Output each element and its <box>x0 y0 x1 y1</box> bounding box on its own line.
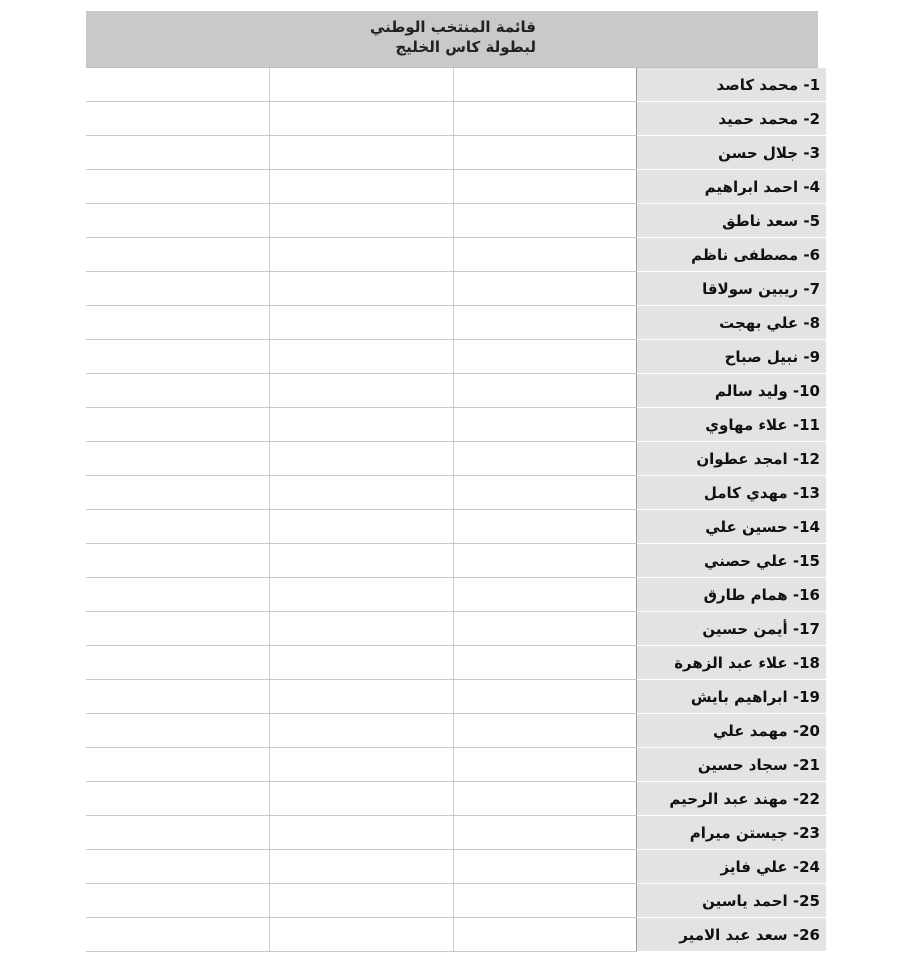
empty-cell[interactable] <box>86 646 270 680</box>
table-row <box>86 578 826 612</box>
empty-cell[interactable] <box>454 884 637 918</box>
empty-cell[interactable] <box>270 340 454 374</box>
empty-cell[interactable] <box>454 442 637 476</box>
player-name-cell[interactable]: 5- سعد ناطق <box>637 204 827 238</box>
empty-cell[interactable] <box>454 306 637 340</box>
empty-cell[interactable] <box>454 782 637 816</box>
player-name-cell[interactable]: 3- جلال حسن <box>637 136 827 170</box>
table-row <box>86 918 826 952</box>
empty-cell[interactable] <box>86 544 270 578</box>
empty-cell[interactable] <box>270 408 454 442</box>
empty-cell[interactable] <box>454 714 637 748</box>
player-name-cell[interactable]: 15- علي حصني <box>637 544 827 578</box>
empty-cell[interactable] <box>270 782 454 816</box>
table-row <box>86 850 826 884</box>
table-row <box>86 238 826 272</box>
empty-cell[interactable] <box>270 476 454 510</box>
empty-cell[interactable] <box>270 544 454 578</box>
empty-cell[interactable] <box>270 748 454 782</box>
table-row <box>86 544 826 578</box>
empty-cell[interactable] <box>454 68 637 102</box>
player-table <box>86 68 826 952</box>
player-name-cell[interactable]: 6- مصطفى ناظم <box>637 238 827 272</box>
empty-cell[interactable] <box>86 442 270 476</box>
empty-cell[interactable] <box>454 612 637 646</box>
empty-cell[interactable] <box>86 204 270 238</box>
player-name-cell[interactable]: 11- علاء مهاوي <box>637 408 827 442</box>
title-line-1: قائمة المنتخب الوطني <box>369 18 536 36</box>
title-line-2: لبطولة كاس الخليج <box>395 38 536 56</box>
empty-cell[interactable] <box>86 612 270 646</box>
empty-cell[interactable] <box>86 918 270 952</box>
empty-cell[interactable] <box>454 340 637 374</box>
player-name-cell[interactable]: 4- احمد ابراهيم <box>637 170 827 204</box>
empty-cell[interactable] <box>454 816 637 850</box>
table-row <box>86 136 826 170</box>
empty-cell[interactable] <box>86 850 270 884</box>
table-row <box>86 68 826 102</box>
player-name-cell[interactable]: 26- سعد عبد الامير <box>637 918 827 952</box>
empty-cell[interactable] <box>86 408 270 442</box>
empty-cell[interactable] <box>86 68 270 102</box>
table-row <box>86 510 826 544</box>
empty-cell[interactable] <box>454 850 637 884</box>
table-row <box>86 714 826 748</box>
empty-cell[interactable] <box>270 680 454 714</box>
player-name-cell[interactable]: 21- سجاد حسين <box>637 748 827 782</box>
empty-cell[interactable] <box>270 306 454 340</box>
table-row <box>86 272 826 306</box>
player-name-cell[interactable]: 1- محمد كاصد <box>637 68 827 102</box>
empty-cell[interactable] <box>86 476 270 510</box>
player-name-cell[interactable]: 14- حسين علي <box>637 510 827 544</box>
table-row <box>86 476 826 510</box>
empty-cell[interactable] <box>454 646 637 680</box>
player-name-cell[interactable]: 17- أيمن حسين <box>637 612 827 646</box>
player-name-cell[interactable]: 19- ابراهيم بايش <box>637 680 827 714</box>
empty-cell[interactable] <box>454 374 637 408</box>
empty-cell[interactable] <box>270 816 454 850</box>
empty-cell[interactable] <box>86 782 270 816</box>
empty-cell[interactable] <box>86 510 270 544</box>
empty-cell[interactable] <box>454 578 637 612</box>
player-name-cell[interactable]: 10- وليد سالم <box>637 374 827 408</box>
player-name-cell[interactable]: 12- امجد عطوان <box>637 442 827 476</box>
table-row <box>86 204 826 238</box>
empty-cell[interactable] <box>270 850 454 884</box>
empty-cell[interactable] <box>454 748 637 782</box>
table-row <box>86 782 826 816</box>
empty-cell[interactable] <box>454 272 637 306</box>
sheet-title <box>246 17 536 57</box>
empty-cell[interactable] <box>454 918 637 952</box>
empty-cell[interactable] <box>270 442 454 476</box>
empty-cell[interactable] <box>454 204 637 238</box>
empty-cell[interactable] <box>270 884 454 918</box>
empty-cell[interactable] <box>270 578 454 612</box>
table-row <box>86 816 826 850</box>
empty-cell[interactable] <box>270 68 454 102</box>
empty-cell[interactable] <box>270 102 454 136</box>
table-row <box>86 612 826 646</box>
table-row <box>86 340 826 374</box>
table-row <box>86 102 826 136</box>
empty-cell[interactable] <box>454 544 637 578</box>
empty-cell[interactable] <box>270 646 454 680</box>
empty-cell[interactable] <box>270 136 454 170</box>
player-name-cell[interactable]: 8- علي بهجت <box>637 306 827 340</box>
player-name-cell[interactable]: 22- مهند عبد الرحيم <box>637 782 827 816</box>
empty-cell[interactable] <box>86 170 270 204</box>
player-name-cell[interactable]: 20- مهمد علي <box>637 714 827 748</box>
table-row <box>86 884 826 918</box>
empty-cell[interactable] <box>86 748 270 782</box>
table-row <box>86 442 826 476</box>
empty-cell[interactable] <box>454 170 637 204</box>
empty-cell[interactable] <box>454 238 637 272</box>
empty-cell[interactable] <box>86 136 270 170</box>
player-name-cell[interactable]: 2- محمد حميد <box>637 102 827 136</box>
empty-cell[interactable] <box>86 340 270 374</box>
empty-cell[interactable] <box>454 510 637 544</box>
table-row <box>86 408 826 442</box>
table-row <box>86 170 826 204</box>
empty-cell[interactable] <box>270 170 454 204</box>
player-name-cell[interactable]: 9- نبيل صباح <box>637 340 827 374</box>
empty-cell[interactable] <box>454 136 637 170</box>
player-name-cell[interactable]: 13- مهدي كامل <box>637 476 827 510</box>
player-name-cell[interactable]: 25- احمد ياسين <box>637 884 827 918</box>
table-row <box>86 680 826 714</box>
spreadsheet <box>86 11 818 952</box>
player-name-cell[interactable]: 23- جيستن ميرام <box>637 816 827 850</box>
player-name-cell[interactable]: 18- علاء عبد الزهرة <box>637 646 827 680</box>
table-row <box>86 374 826 408</box>
player-name-cell[interactable]: 16- همام طارق <box>637 578 827 612</box>
empty-cell[interactable] <box>270 510 454 544</box>
empty-cell[interactable] <box>86 884 270 918</box>
empty-cell[interactable] <box>86 714 270 748</box>
empty-cell[interactable] <box>86 374 270 408</box>
empty-cell[interactable] <box>86 306 270 340</box>
empty-cell[interactable] <box>86 238 270 272</box>
empty-cell[interactable] <box>86 680 270 714</box>
empty-cell[interactable] <box>454 680 637 714</box>
empty-cell[interactable] <box>454 476 637 510</box>
table-row <box>86 646 826 680</box>
empty-cell[interactable] <box>270 374 454 408</box>
empty-cell[interactable] <box>270 272 454 306</box>
table-row <box>86 748 826 782</box>
player-name-cell[interactable]: 24- علي فايز <box>637 850 827 884</box>
empty-cell[interactable] <box>270 612 454 646</box>
empty-cell[interactable] <box>270 238 454 272</box>
table-row <box>86 306 826 340</box>
empty-cell[interactable] <box>270 918 454 952</box>
empty-cell[interactable] <box>270 204 454 238</box>
empty-cell[interactable] <box>86 102 270 136</box>
empty-cell[interactable] <box>86 578 270 612</box>
empty-cell[interactable] <box>86 272 270 306</box>
empty-cell[interactable] <box>270 714 454 748</box>
player-name-cell[interactable]: 7- ريبين سولاقا <box>637 272 827 306</box>
empty-cell[interactable] <box>86 816 270 850</box>
empty-cell[interactable] <box>454 408 637 442</box>
header-row <box>86 11 818 68</box>
empty-cell[interactable] <box>454 102 637 136</box>
